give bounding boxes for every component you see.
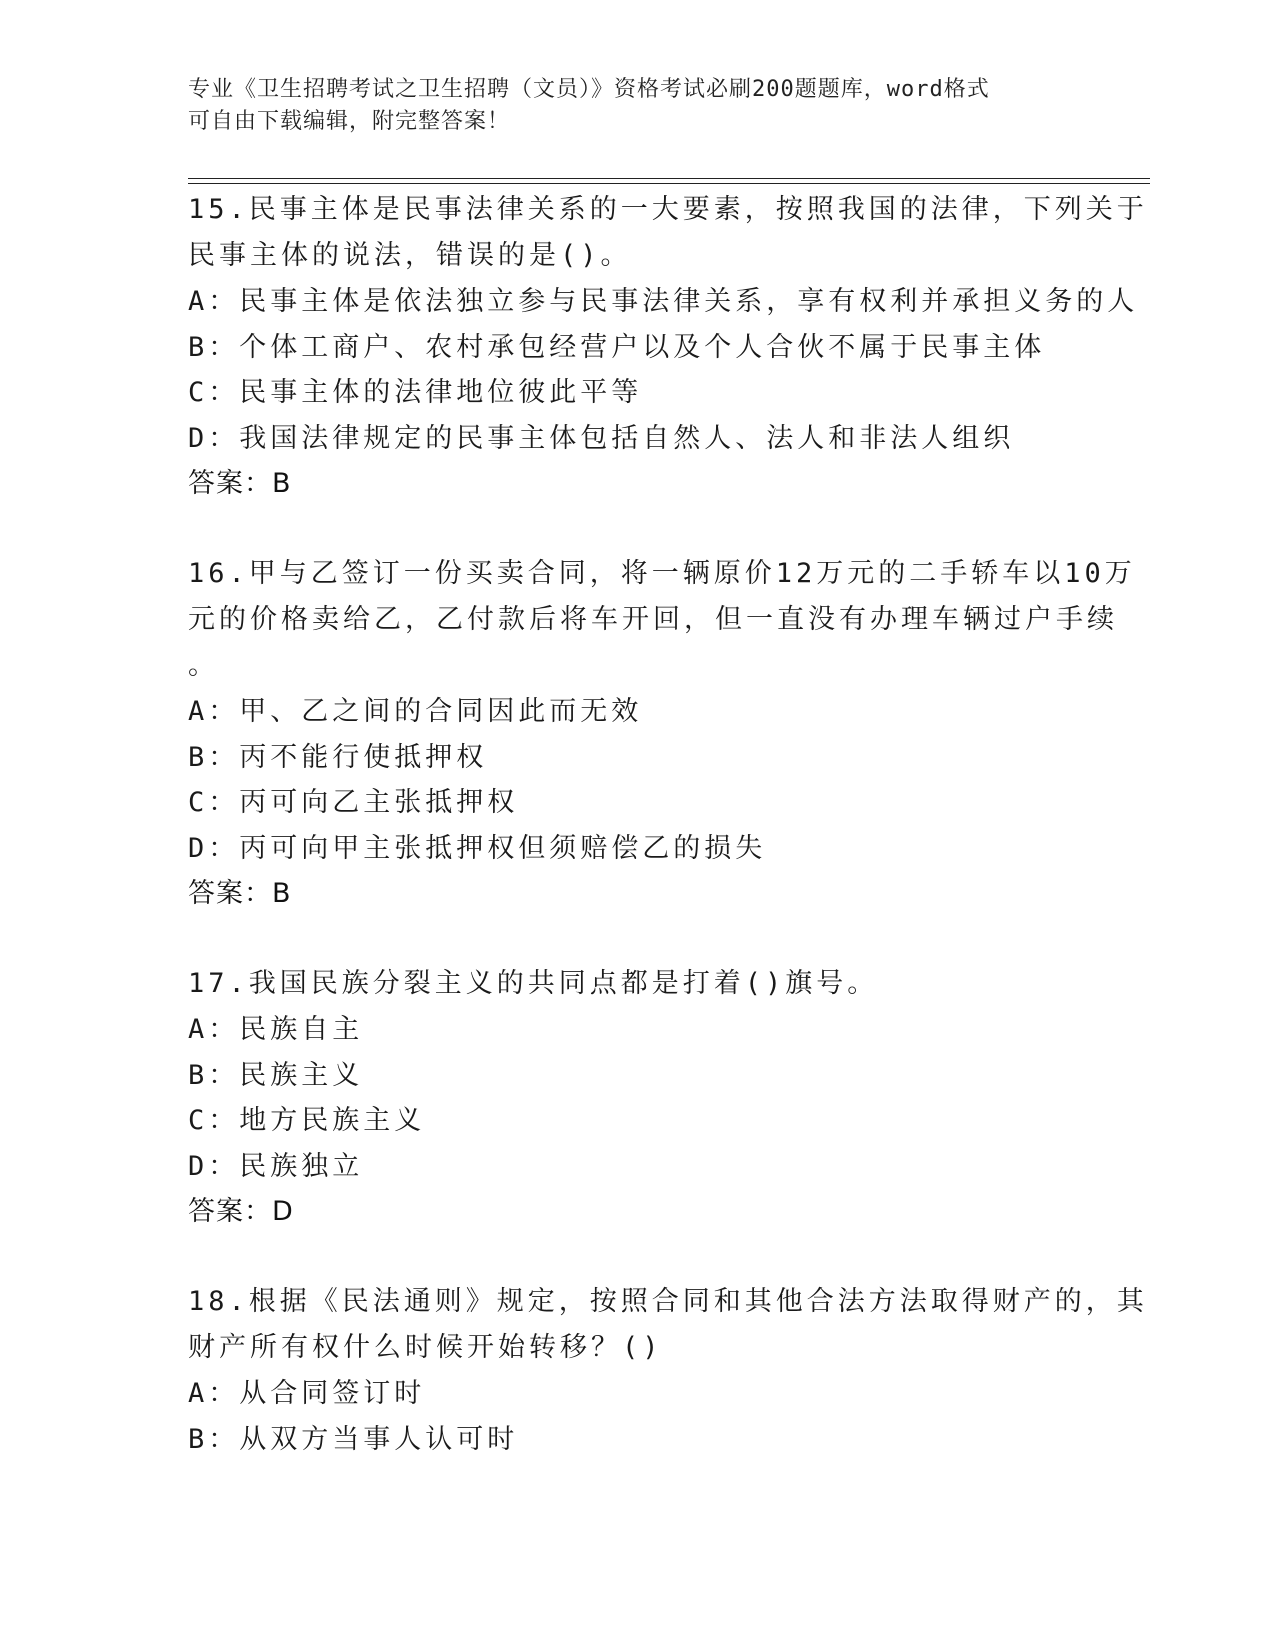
header-line: 可自由下载编辑，附完整答案！ <box>188 109 511 134</box>
option-a: A：甲、乙之间的合同因此而无效 <box>188 696 643 727</box>
option-b: B：个体工商户、农村承包经营户以及个人合伙不属于民事主体 <box>188 331 1046 363</box>
question-list <box>188 187 1148 1506</box>
answer-line: 答案：B <box>188 468 292 499</box>
option-a: A：民事主体是依法独立参与民事法律关系，享有权利并承担义务的人 <box>188 286 1139 317</box>
question-text: 17.我国民族分裂主义的共同点都是打着()旗号。 <box>188 968 879 999</box>
header-divider-top <box>188 178 1150 179</box>
question-text: 民事主体的说法，错误的是()。 <box>188 240 632 271</box>
option-b: B：民族主义 <box>188 1059 364 1091</box>
question-text: 18.根据《民法通则》规定，按照合同和其他合法方法取得财产的，其 <box>188 1286 1148 1317</box>
answer-line: 答案：D <box>188 1196 294 1227</box>
question-17 <box>188 961 1088 1235</box>
question-text: 财产所有权什么时候开始转移？() <box>188 1332 663 1363</box>
option-a: A：从合同签订时 <box>188 1378 426 1409</box>
question-15 <box>188 187 1148 507</box>
option-d: D：民族独立 <box>188 1150 364 1182</box>
question-16 <box>188 551 1136 917</box>
question-text: 元的价格卖给乙，乙付款后将车开回，但一直没有办理车辆过户手续 <box>188 604 1118 635</box>
option-a: A：民族自主 <box>188 1014 364 1045</box>
option-b: B：从双方当事人认可时 <box>188 1423 519 1455</box>
option-c: C：民事主体的法律地位彼此平等 <box>188 377 643 408</box>
question-text: 15.民事主体是民事法律关系的一大要素，按照我国的法律，下列关于 <box>188 194 1148 225</box>
option-d: D：我国法律规定的民事主体包括自然人、法人和非法人组织 <box>188 422 1015 454</box>
question-text: 16.甲与乙签订一份买卖合同，将一辆原价12万元的二手轿车以10万 <box>188 558 1136 589</box>
header-line: 专业《卫生招聘考试之卫生招聘（文员）》资格考试必刷200题题库，word格式 <box>188 77 990 102</box>
question-text: 。 <box>188 650 219 681</box>
document-header <box>188 74 1088 138</box>
question-18 <box>188 1279 1148 1462</box>
header-divider-bottom <box>188 183 1150 184</box>
answer-line: 答案：B <box>188 878 292 909</box>
option-d: D：丙可向甲主张抵押权但须赔偿乙的损失 <box>188 832 767 864</box>
option-c: C：丙可向乙主张抵押权 <box>188 787 519 818</box>
option-c: C：地方民族主义 <box>188 1105 426 1136</box>
option-b: B：丙不能行使抵押权 <box>188 741 488 773</box>
